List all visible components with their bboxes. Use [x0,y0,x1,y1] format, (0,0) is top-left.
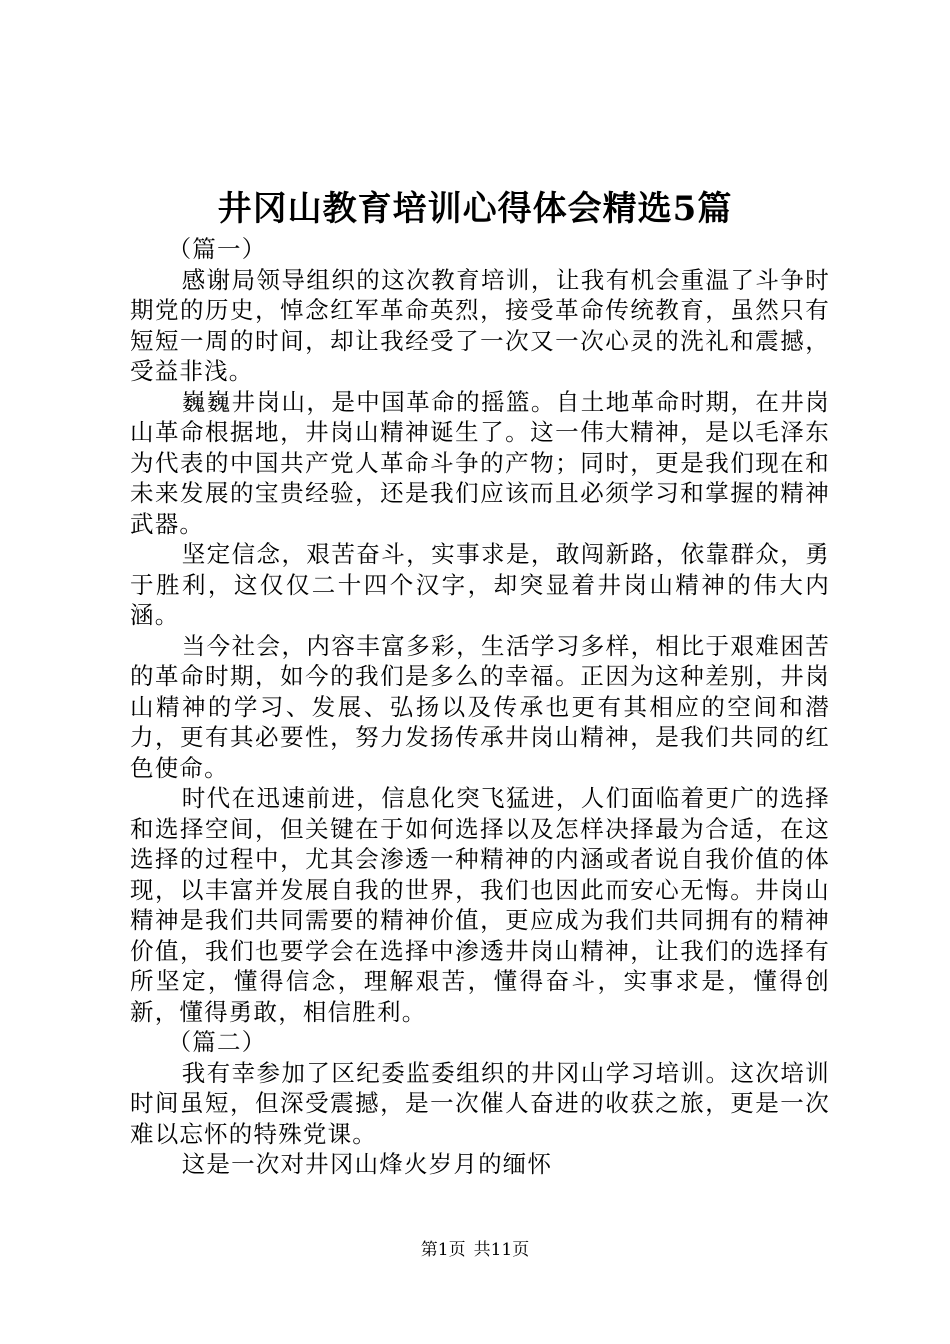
paragraph: 感谢局领导组织的这次教育培训，让我有机会重温了斗争时期党的历史，悼念红军革命英烈，接受革命传统教育，虽然只有短短一周的时间，却让我经受了一次又一次心灵的洗礼和震撼，受益非浅。 [130,265,830,385]
paragraph: 这是一次对井冈山烽火岁月的缅怀 [181,1150,553,1178]
section-heading-1: （篇一） [167,235,267,263]
paragraph: 时代在迅速前进，信息化突飞猛进，人们面临着更广的选择和选择空间，但关键在于如何选择以及怎样决择最为合适，在这选择的过程中，尤其会渗透一种精神的内涵或者说自我价值的体现，以丰富并发展自我的世界，我们也因此而安心无悔。井岗山精神是我们共同需要的精神价值，更应成为我们共同拥有的精神价值，我们也要学会在选择中渗透井岗山精神，让我们的选择有所坚定，懂得信念，理解艰苦，懂得奋斗，实事求是，懂得创新，懂得勇敢，相信胜利。 [130,784,830,1026]
page-footer [0,1238,950,1262]
paragraph: 我有幸参加了区纪委监委组织的井冈山学习培训。这次培训时间虽短，但深受震撼，是一次催人奋进的收获之旅，更是一次难以忘怀的特殊党课。 [130,1058,830,1148]
paragraph: 坚定信念，艰苦奋斗，实事求是，敢闯新路，依靠群众，勇于胜利，这仅仅二十四个汉字，却突显着井岗山精神的伟大内涵。 [130,540,830,629]
section-heading-2: （篇二） [167,1028,267,1056]
page-number-current: 第1页 [420,1240,466,1260]
page-number-total: 共11页 [473,1240,530,1260]
document-body [130,234,830,1180]
document-title: 井冈山教育培训心得体会精选5篇 [217,189,733,229]
paragraph: 当今社会，内容丰富多彩，生活学习多样，相比于艰难困苦的革命时期，如今的我们是多么的幸福。正因为这种差别，井岗山精神的学习、发展、弘扬以及传承也更有其相应的空间和潜力，更有其必要性，努力发扬传承井岗山精神，是我们共同的红色使命。 [130,631,830,782]
paragraph: 巍巍井岗山，是中国革命的摇篮。自土地革命时期，在井岗山革命根据地，井岗山精神诞生了。这一伟大精神，是以毛泽东为代表的中国共产党人革命斗争的产物；同时，更是我们现在和未来发展的宝贵经验，还是我们应该而且必须学习和掌握的精神武器。 [130,387,830,538]
